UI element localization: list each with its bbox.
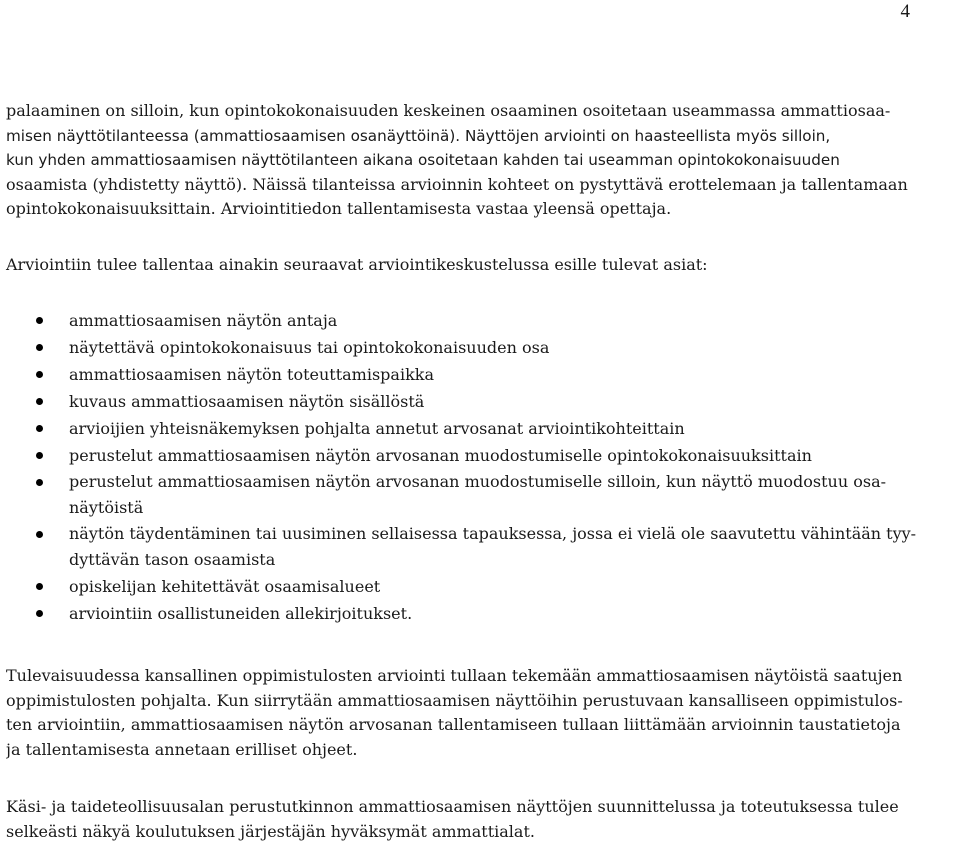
list-item-text-continued: näytöistä [69,498,144,517]
paragraph-4-line-2: selkeästi näkyä koulutuksen järjestäjän hyväksymät ammattialat. [6,821,535,841]
paragraph-3-line-4: ja tallentamisesta annetaan erilliset ohjeet. [6,739,358,759]
paragraph-1-line-4: osaamista (yhdistetty näyttö). Näissä tilanteissa arvioinnin kohteet on pystyttävä erottelemaan ja tallentamaan [6,174,908,194]
list-item-text: ammattiosaamisen näytön toteuttamispaikka [69,365,435,384]
list-item-text: ammattiosaamisen näytön antaja [69,311,338,330]
list-item [0,334,942,361]
bullet-icon [36,583,43,590]
paragraph-3 [6,664,942,762]
paragraph-4 [6,795,942,844]
list-item [0,415,942,442]
bullet-icon [36,371,43,378]
bullet-icon [36,425,43,432]
list-item [0,388,942,415]
bullet-icon [36,531,43,538]
list-item [0,521,942,573]
list-item-text: kuvaus ammattiosaamisen näytön sisällöstä [69,392,425,411]
list-item-text: perustelut ammattiosaamisen näytön arvosanan muodostumiselle opintokokonaisuuksittain [69,446,812,465]
list-item [0,307,942,334]
paragraph-3-line-1: Tulevaisuudessa kansallinen oppimistulosten arviointi tullaan tekemään ammattiosaamisen näytöistä saatujen [6,666,903,685]
paragraph-1 [6,99,942,222]
page-number: 4 [900,1,910,22]
bullet-list [0,307,942,627]
list-item-text: opiskelijan kehitettävät osaamisalueet [69,577,381,596]
paragraph-1-line-3: kun yhden ammattiosaamisen näyttötilanteen aikana osoitetaan kahden tai useamman opintokokonaisuuden [6,151,840,169]
list-item-text: näytön täydentäminen tai uusiminen sellaisessa tapauksessa, jossa ei vielä ole saavutettu vähintään tyy- [69,524,917,543]
list-item-text: perustelut ammattiosaamisen näytön arvosanan muodostumiselle silloin, kun näyttö muodostuu osa- [69,472,887,491]
list-item-text-continued: dyttävän tason osaamista [69,550,276,569]
paragraph-1-line-2: misen näyttötilanteessa (ammattiosaamisen osanäyttöinä). Näyttöjen arviointi on haasteellista myös silloin, [6,126,831,145]
bullet-icon [36,610,43,617]
bullet-icon [36,344,43,351]
paragraph-4-line-1: Käsi- ja taideteollisuusalan perustutkinnon ammattiosaamisen näyttöjen suunnittelussa ja toteutuksessa tulee [6,797,899,816]
list-item-text: näytettävä opintokokonaisuus tai opintokokonaisuuden osa [69,338,550,357]
paragraph-3-line-3: ten arviointiin, ammattiosaamisen näytön arvosanan tallentamiseen tullaan liittämään arvioinnin taustatietoja [6,715,901,734]
bullet-icon [36,452,43,459]
list-item [0,573,942,600]
paragraph-3-line-2: oppimistulosten pohjalta. Kun siirrytään ammattiosaamisen näyttöihin perustuvaan kansalliseen oppimistulos- [6,690,903,710]
list-item-text: arvioijien yhteisnäkemyksen pohjalta annetut arvosanat arviointikohteittain [69,419,685,438]
paragraph-1-line-1: palaaminen on silloin, kun opintokokonaisuuden keskeinen osaaminen osoitetaan useammassa ammattiosaa- [6,101,891,120]
bullet-icon [36,398,43,405]
list-item [0,361,942,388]
bullet-icon [36,479,43,486]
paragraph-1-line-5: opintokokonaisuuksittain. Arviointitiedon tallentamisesta vastaa yleensä opettaja. [6,199,672,218]
list-item-text: arviointiin osallistuneiden allekirjoitukset. [69,604,413,623]
bullet-icon [36,317,43,324]
list-item [0,469,942,521]
paragraph-2: Arviointiin tulee tallentaa ainakin seuraavat arviointikeskustelussa esille tulevat asiat: [6,255,708,274]
list-item [0,600,942,627]
list-item [0,442,942,469]
